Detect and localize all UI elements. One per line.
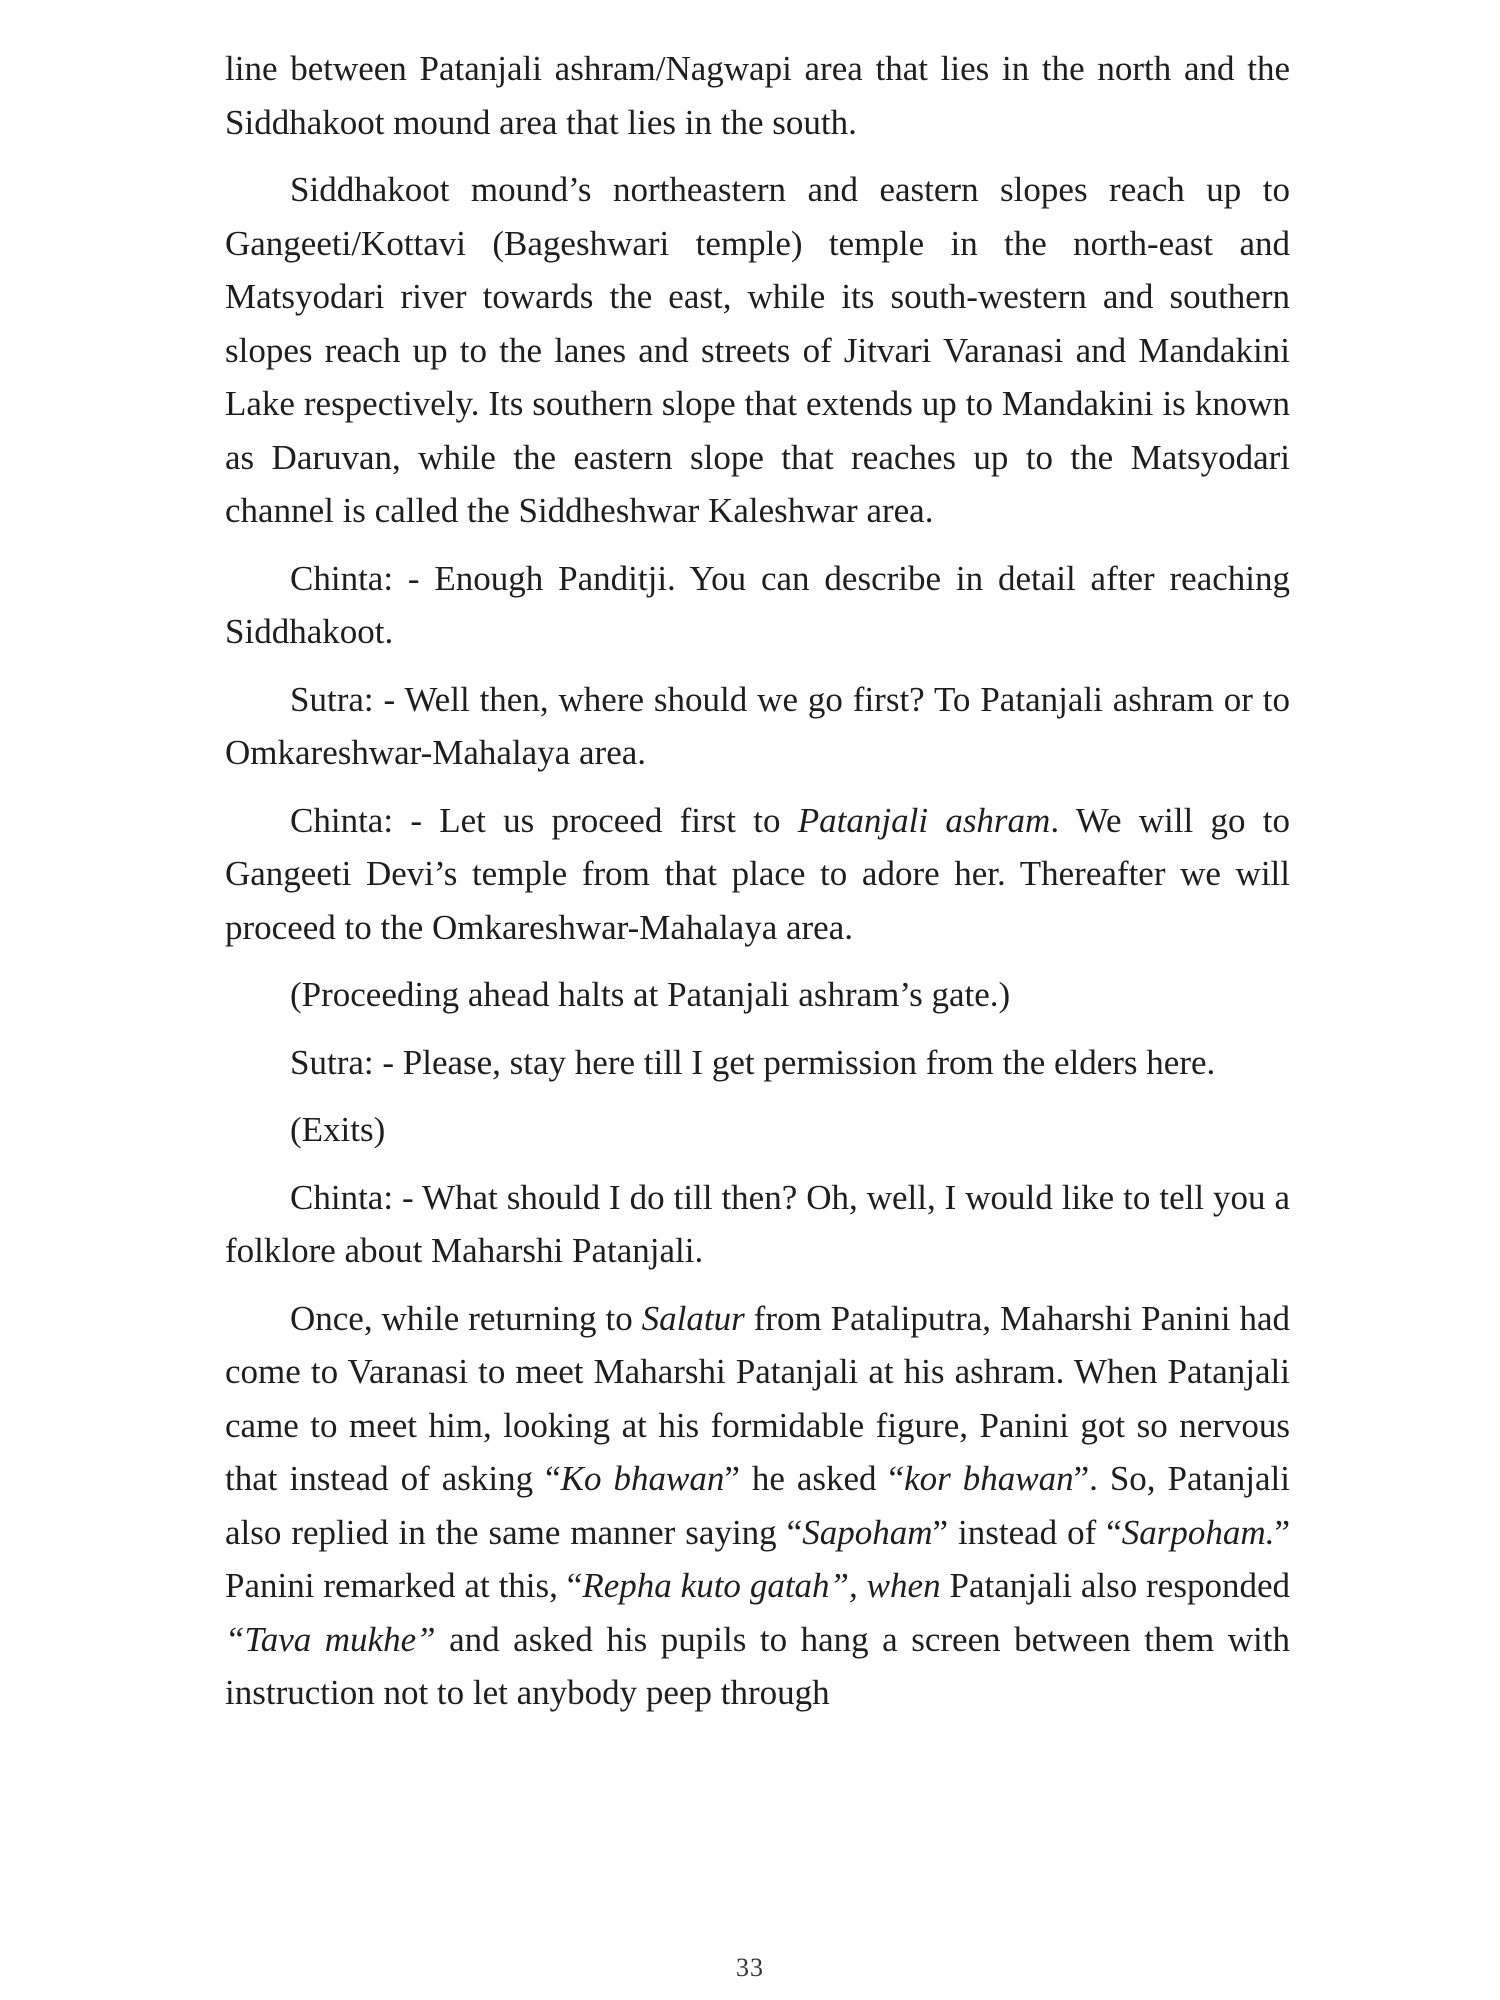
paragraph-panini-story (225, 1292, 1290, 1720)
text-run: Once, while returning to (290, 1298, 642, 1338)
italic-run: Sarpoham. (1121, 1512, 1275, 1552)
italic-run: Patanjali ashram (797, 800, 1051, 840)
italic-run: Repha kuto gatah”, when (582, 1566, 941, 1605)
page-body (225, 42, 1290, 1734)
text-run: ” he asked “ (724, 1459, 905, 1498)
text-run: . We will go to Gangeeti Devi’s temple from that place to adore her. Thereafter we will proceed to the Omkareshwar-Mahalaya area. (225, 800, 1290, 947)
dialogue-chinta-proceed (225, 794, 1290, 955)
paragraph-siddhakoot-slopes: Siddhakoot mound’s northeastern and eastern slopes reach up to Gangeeti/Kottavi (Bageshwari temple) temple in the north-east and Matsyodari river towards the east, while its south-western and southern slopes reach up to the lanes and streets of Jitvari Varanasi and Mandakini Lake respectively. Its southern slope that extends up to Mandakini is known as Daruvan, while the eastern slope that reaches up to the Matsyodari channel is called the Siddheshwar Kaleshwar area. (225, 170, 1290, 530)
paragraph-continued: line between Patanjali ashram/Nagwapi area that lies in the north and the Siddhakoot mound area that lies in the south. (225, 49, 1290, 142)
italic-run: Sapoham (802, 1512, 933, 1552)
dialogue-chinta-enough: Chinta: - Enough Panditji. You can describe in detail after reaching Siddhakoot. (225, 558, 1290, 651)
stage-direction-halts: (Proceeding ahead halts at Patanjali ashram’s gate.) (290, 975, 1011, 1014)
text-run: ” Panini remarked at this, “ (225, 1512, 1290, 1605)
dialogue-sutra-stay: Sutra: - Please, stay here till I get permission from the elders here. (290, 1042, 1216, 1082)
stage-direction-exits: (Exits) (290, 1110, 386, 1149)
text-run: ” instead of “ (932, 1512, 1122, 1552)
italic-run: kor bhawan (904, 1459, 1074, 1498)
dialogue-sutra-where: Sutra: - Well then, where should we go first? To Patanjali ashram or to Omkareshwar-Mahalaya area. (225, 679, 1290, 772)
dialogue-chinta-folklore: Chinta: - What should I do till then? Oh, well, I would like to tell you a folklore about Maharshi Patanjali. (225, 1177, 1290, 1270)
text-run: from Pataliputra, Maharshi Panini had come to Varanasi to meet Maharshi Patanjali at his ashram. When Patanjali came to meet him, looking at his formidable figure, Panini got so nervous that instead of asking “ (225, 1298, 1290, 1498)
text-run: Patanjali also responded (940, 1566, 1290, 1605)
italic-run: Ko bhawan (560, 1459, 725, 1498)
text-run: and asked his pupils to hang a screen between them with instruction not to let anybody peep through (225, 1619, 1290, 1712)
italic-run: Salatur (641, 1298, 745, 1338)
page-number: 33 (736, 1953, 764, 1982)
text-run: ”. So, Patanjali also replied in the same manner saying “ (225, 1459, 1290, 1552)
text-run: Chinta: - Let us proceed first to (290, 800, 798, 840)
italic-run: “Tava mukhe” (225, 1619, 436, 1659)
